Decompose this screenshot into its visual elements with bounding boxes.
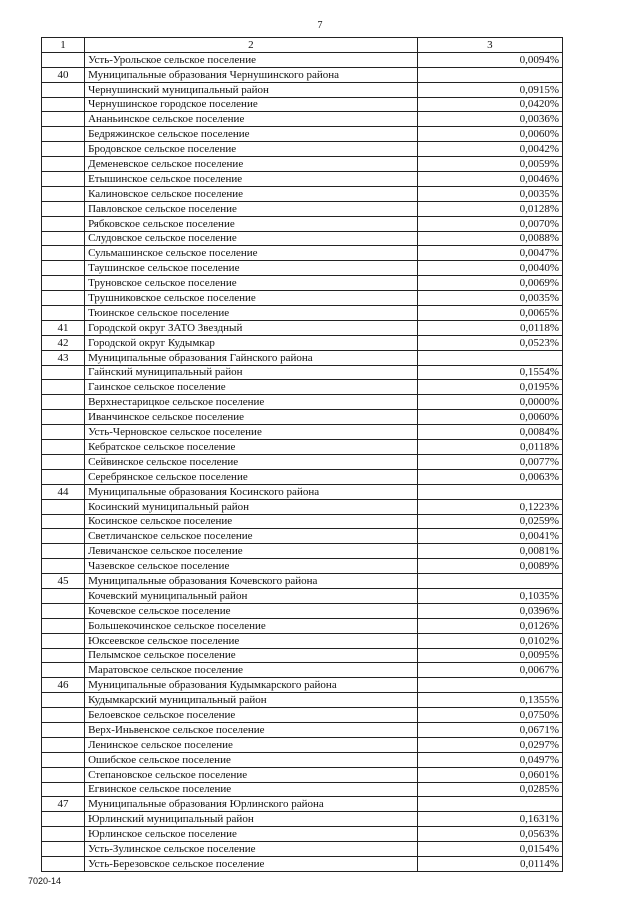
- row-name-cell: Муниципальные образования Гайнского района: [85, 350, 418, 365]
- row-name-cell: Усть-Урольское сельское поселение: [85, 52, 418, 67]
- table-row: [42, 97, 563, 112]
- row-name-cell: Кебратское сельское поселение: [85, 440, 418, 455]
- table-row: [42, 201, 563, 216]
- table-row: [42, 52, 563, 67]
- row-number-cell: [42, 782, 85, 797]
- row-number-cell: 40: [42, 67, 85, 82]
- table-row: [42, 797, 563, 812]
- row-number-cell: 44: [42, 484, 85, 499]
- row-name-cell: Городской округ Кудымкар: [85, 335, 418, 350]
- table-row: [42, 172, 563, 187]
- row-number-cell: 41: [42, 320, 85, 335]
- row-name-cell: Иванчинское сельское поселение: [85, 410, 418, 425]
- table-row: [42, 678, 563, 693]
- row-name-cell: Муниципальные образования Чернушинского района: [85, 67, 418, 82]
- row-name-cell: Городской округ ЗАТО Звездный: [85, 320, 418, 335]
- row-value-cell: 0,0060%: [417, 410, 562, 425]
- table-body: [42, 52, 563, 871]
- row-number-cell: 43: [42, 350, 85, 365]
- row-value-cell: 0,1631%: [417, 812, 562, 827]
- row-number-cell: 46: [42, 678, 85, 693]
- row-name-cell: Усть-Черновское сельское поселение: [85, 425, 418, 440]
- row-value-cell: 0,0285%: [417, 782, 562, 797]
- row-value-cell: 0,0063%: [417, 469, 562, 484]
- row-number-cell: [42, 425, 85, 440]
- table-row: [42, 633, 563, 648]
- row-name-cell: Ошибское сельское поселение: [85, 752, 418, 767]
- row-number-cell: [42, 827, 85, 842]
- table-row: [42, 767, 563, 782]
- row-name-cell: Ленинское сельское поселение: [85, 737, 418, 752]
- table-row: [42, 127, 563, 142]
- row-name-cell: Кочевское сельское поселение: [85, 603, 418, 618]
- row-number-cell: [42, 157, 85, 172]
- row-number-cell: [42, 618, 85, 633]
- header-col-3: 3: [417, 38, 562, 53]
- table-row: [42, 454, 563, 469]
- table-row: [42, 157, 563, 172]
- table-row: [42, 514, 563, 529]
- row-name-cell: Юрлинский муниципальный район: [85, 812, 418, 827]
- row-value-cell: 0,1223%: [417, 499, 562, 514]
- row-value-cell: 0,0046%: [417, 172, 562, 187]
- row-value-cell: 0,0118%: [417, 320, 562, 335]
- row-number-cell: [42, 410, 85, 425]
- row-name-cell: Большекочинское сельское поселение: [85, 618, 418, 633]
- row-value-cell: [417, 484, 562, 499]
- row-value-cell: 0,0094%: [417, 52, 562, 67]
- table-row: [42, 842, 563, 857]
- row-name-cell: Косинский муниципальный район: [85, 499, 418, 514]
- row-name-cell: Усть-Березовское сельское поселение: [85, 856, 418, 871]
- table-row: [42, 856, 563, 871]
- row-name-cell: Муниципальные образования Косинского района: [85, 484, 418, 499]
- row-value-cell: 0,0059%: [417, 157, 562, 172]
- row-name-cell: Муниципальные образования Кочевского района: [85, 574, 418, 589]
- table-row: [42, 142, 563, 157]
- row-number-cell: 45: [42, 574, 85, 589]
- row-value-cell: 0,0563%: [417, 827, 562, 842]
- row-value-cell: 0,1035%: [417, 588, 562, 603]
- table-row: [42, 469, 563, 484]
- row-name-cell: Чернушинское городское поселение: [85, 97, 418, 112]
- row-number-cell: [42, 231, 85, 246]
- table-row: [42, 276, 563, 291]
- table-row: [42, 752, 563, 767]
- row-value-cell: 0,0420%: [417, 97, 562, 112]
- row-number-cell: [42, 544, 85, 559]
- row-value-cell: 0,0067%: [417, 663, 562, 678]
- row-number-cell: [42, 603, 85, 618]
- row-value-cell: 0,0041%: [417, 529, 562, 544]
- row-name-cell: Верхнестарицкое сельское поселение: [85, 395, 418, 410]
- table-row: [42, 82, 563, 97]
- table-row: [42, 737, 563, 752]
- row-number-cell: [42, 172, 85, 187]
- row-name-cell: Труновское сельское поселение: [85, 276, 418, 291]
- row-name-cell: Деменевское сельское поселение: [85, 157, 418, 172]
- table-row: [42, 306, 563, 321]
- row-number-cell: [42, 365, 85, 380]
- row-value-cell: 0,0154%: [417, 842, 562, 857]
- row-name-cell: Маратовское сельское поселение: [85, 663, 418, 678]
- row-number-cell: [42, 469, 85, 484]
- table-row: [42, 186, 563, 201]
- row-name-cell: Егвинское сельское поселение: [85, 782, 418, 797]
- row-number-cell: [42, 142, 85, 157]
- row-name-cell: Бедряжинское сельское поселение: [85, 127, 418, 142]
- row-name-cell: Слудовское сельское поселение: [85, 231, 418, 246]
- row-value-cell: 0,0601%: [417, 767, 562, 782]
- table-row: [42, 663, 563, 678]
- row-number-cell: [42, 306, 85, 321]
- row-number-cell: [42, 663, 85, 678]
- row-value-cell: 0,0042%: [417, 142, 562, 157]
- row-value-cell: 0,0095%: [417, 648, 562, 663]
- row-value-cell: 0,0047%: [417, 246, 562, 261]
- row-number-cell: [42, 127, 85, 142]
- table-row: [42, 529, 563, 544]
- row-name-cell: Сейвинское сельское поселение: [85, 454, 418, 469]
- row-name-cell: Чазевское сельское поселение: [85, 559, 418, 574]
- table-row: [42, 722, 563, 737]
- row-name-cell: Левичанское сельское поселение: [85, 544, 418, 559]
- table-row: [42, 693, 563, 708]
- row-name-cell: Кудымкарский муниципальный район: [85, 693, 418, 708]
- table-row: [42, 603, 563, 618]
- row-name-cell: Усть-Зулинское сельское поселение: [85, 842, 418, 857]
- row-name-cell: Светличанское сельское поселение: [85, 529, 418, 544]
- row-value-cell: 0,0118%: [417, 440, 562, 455]
- row-value-cell: 0,0070%: [417, 216, 562, 231]
- table-row: [42, 618, 563, 633]
- row-name-cell: Сульмашинское сельское поселение: [85, 246, 418, 261]
- table-row: [42, 499, 563, 514]
- row-name-cell: Юрлинское сельское поселение: [85, 827, 418, 842]
- row-value-cell: 0,0035%: [417, 186, 562, 201]
- table-row: [42, 812, 563, 827]
- table-row: [42, 231, 563, 246]
- row-value-cell: [417, 678, 562, 693]
- row-number-cell: [42, 693, 85, 708]
- table-row: [42, 648, 563, 663]
- row-number-cell: [42, 514, 85, 529]
- row-name-cell: Пелымское сельское поселение: [85, 648, 418, 663]
- row-number-cell: [42, 767, 85, 782]
- row-value-cell: 0,0036%: [417, 112, 562, 127]
- row-name-cell: Верх-Иньвенское сельское поселение: [85, 722, 418, 737]
- row-value-cell: 0,0750%: [417, 708, 562, 723]
- row-value-cell: 0,0114%: [417, 856, 562, 871]
- row-value-cell: 0,0081%: [417, 544, 562, 559]
- row-number-cell: [42, 82, 85, 97]
- row-value-cell: [417, 574, 562, 589]
- table-row: [42, 574, 563, 589]
- row-value-cell: 0,0089%: [417, 559, 562, 574]
- row-number-cell: [42, 529, 85, 544]
- row-number-cell: [42, 842, 85, 857]
- row-number-cell: [42, 440, 85, 455]
- row-number-cell: [42, 112, 85, 127]
- table-row: [42, 291, 563, 306]
- table-row: [42, 365, 563, 380]
- row-name-cell: Тюинское сельское поселение: [85, 306, 418, 321]
- table-row: [42, 261, 563, 276]
- row-number-cell: [42, 261, 85, 276]
- row-name-cell: Калиновское сельское поселение: [85, 186, 418, 201]
- row-number-cell: [42, 276, 85, 291]
- row-value-cell: 0,0040%: [417, 261, 562, 276]
- row-name-cell: Косинское сельское поселение: [85, 514, 418, 529]
- row-name-cell: Муниципальные образования Кудымкарского района: [85, 678, 418, 693]
- row-number-cell: 42: [42, 335, 85, 350]
- row-value-cell: 0,0523%: [417, 335, 562, 350]
- header-col-2: 2: [85, 38, 418, 53]
- header-col-1: 1: [42, 38, 85, 53]
- row-value-cell: 0,0497%: [417, 752, 562, 767]
- row-number-cell: [42, 737, 85, 752]
- table-row: [42, 67, 563, 82]
- row-number-cell: [42, 588, 85, 603]
- table-row: [42, 335, 563, 350]
- row-number-cell: [42, 395, 85, 410]
- row-number-cell: [42, 216, 85, 231]
- table-header-row: [42, 38, 563, 53]
- row-number-cell: [42, 722, 85, 737]
- row-number-cell: [42, 559, 85, 574]
- row-value-cell: 0,0077%: [417, 454, 562, 469]
- table-row: [42, 544, 563, 559]
- table-row: [42, 410, 563, 425]
- row-value-cell: 0,0065%: [417, 306, 562, 321]
- table-row: [42, 440, 563, 455]
- row-value-cell: [417, 797, 562, 812]
- row-name-cell: Гайнский муниципальный район: [85, 365, 418, 380]
- row-value-cell: [417, 350, 562, 365]
- row-name-cell: Чернушинский муниципальный район: [85, 82, 418, 97]
- row-number-cell: [42, 201, 85, 216]
- table-row: [42, 484, 563, 499]
- row-value-cell: 0,1554%: [417, 365, 562, 380]
- row-value-cell: 0,0671%: [417, 722, 562, 737]
- row-number-cell: [42, 812, 85, 827]
- row-number-cell: [42, 454, 85, 469]
- row-name-cell: Муниципальные образования Юрлинского района: [85, 797, 418, 812]
- row-number-cell: [42, 186, 85, 201]
- row-name-cell: Степановское сельское поселение: [85, 767, 418, 782]
- row-number-cell: [42, 52, 85, 67]
- table-row: [42, 380, 563, 395]
- row-name-cell: Гаинское сельское поселение: [85, 380, 418, 395]
- row-value-cell: [417, 67, 562, 82]
- table-row: [42, 112, 563, 127]
- row-name-cell: Ананьинское сельское поселение: [85, 112, 418, 127]
- row-name-cell: Бродовское сельское поселение: [85, 142, 418, 157]
- table-row: [42, 559, 563, 574]
- table-row: [42, 708, 563, 723]
- row-name-cell: Павловское сельское поселение: [85, 201, 418, 216]
- row-value-cell: 0,0195%: [417, 380, 562, 395]
- row-value-cell: 0,0297%: [417, 737, 562, 752]
- row-name-cell: Серебрянское сельское поселение: [85, 469, 418, 484]
- row-number-cell: [42, 246, 85, 261]
- row-name-cell: Таушинское сельское поселение: [85, 261, 418, 276]
- row-number-cell: 47: [42, 797, 85, 812]
- table-row: [42, 782, 563, 797]
- row-name-cell: Етышинское сельское поселение: [85, 172, 418, 187]
- row-number-cell: [42, 380, 85, 395]
- table-row: [42, 395, 563, 410]
- row-value-cell: 0,0915%: [417, 82, 562, 97]
- row-number-cell: [42, 708, 85, 723]
- row-name-cell: Юксеевское сельское поселение: [85, 633, 418, 648]
- row-name-cell: Белоевское сельское поселение: [85, 708, 418, 723]
- row-number-cell: [42, 752, 85, 767]
- row-value-cell: 0,1355%: [417, 693, 562, 708]
- table-row: [42, 246, 563, 261]
- row-value-cell: 0,0128%: [417, 201, 562, 216]
- row-number-cell: [42, 291, 85, 306]
- row-number-cell: [42, 648, 85, 663]
- row-value-cell: 0,0126%: [417, 618, 562, 633]
- row-value-cell: 0,0000%: [417, 395, 562, 410]
- row-value-cell: 0,0035%: [417, 291, 562, 306]
- row-name-cell: Трушниковское сельское поселение: [85, 291, 418, 306]
- row-number-cell: [42, 633, 85, 648]
- row-name-cell: Рябковское сельское поселение: [85, 216, 418, 231]
- page-number: 7: [317, 20, 323, 31]
- row-value-cell: 0,0259%: [417, 514, 562, 529]
- table-row: [42, 588, 563, 603]
- table-row: [42, 425, 563, 440]
- row-number-cell: [42, 856, 85, 871]
- table-row: [42, 216, 563, 231]
- row-value-cell: 0,0396%: [417, 603, 562, 618]
- table-row: [42, 827, 563, 842]
- row-value-cell: 0,0088%: [417, 231, 562, 246]
- table-row: [42, 350, 563, 365]
- row-value-cell: 0,0060%: [417, 127, 562, 142]
- table-row: [42, 320, 563, 335]
- row-number-cell: [42, 499, 85, 514]
- row-value-cell: 0,0084%: [417, 425, 562, 440]
- row-name-cell: Кочевский муниципальный район: [85, 588, 418, 603]
- document-code: 7020-14: [28, 876, 62, 886]
- allocation-table: [41, 37, 563, 872]
- row-value-cell: 0,0069%: [417, 276, 562, 291]
- row-value-cell: 0,0102%: [417, 633, 562, 648]
- row-number-cell: [42, 97, 85, 112]
